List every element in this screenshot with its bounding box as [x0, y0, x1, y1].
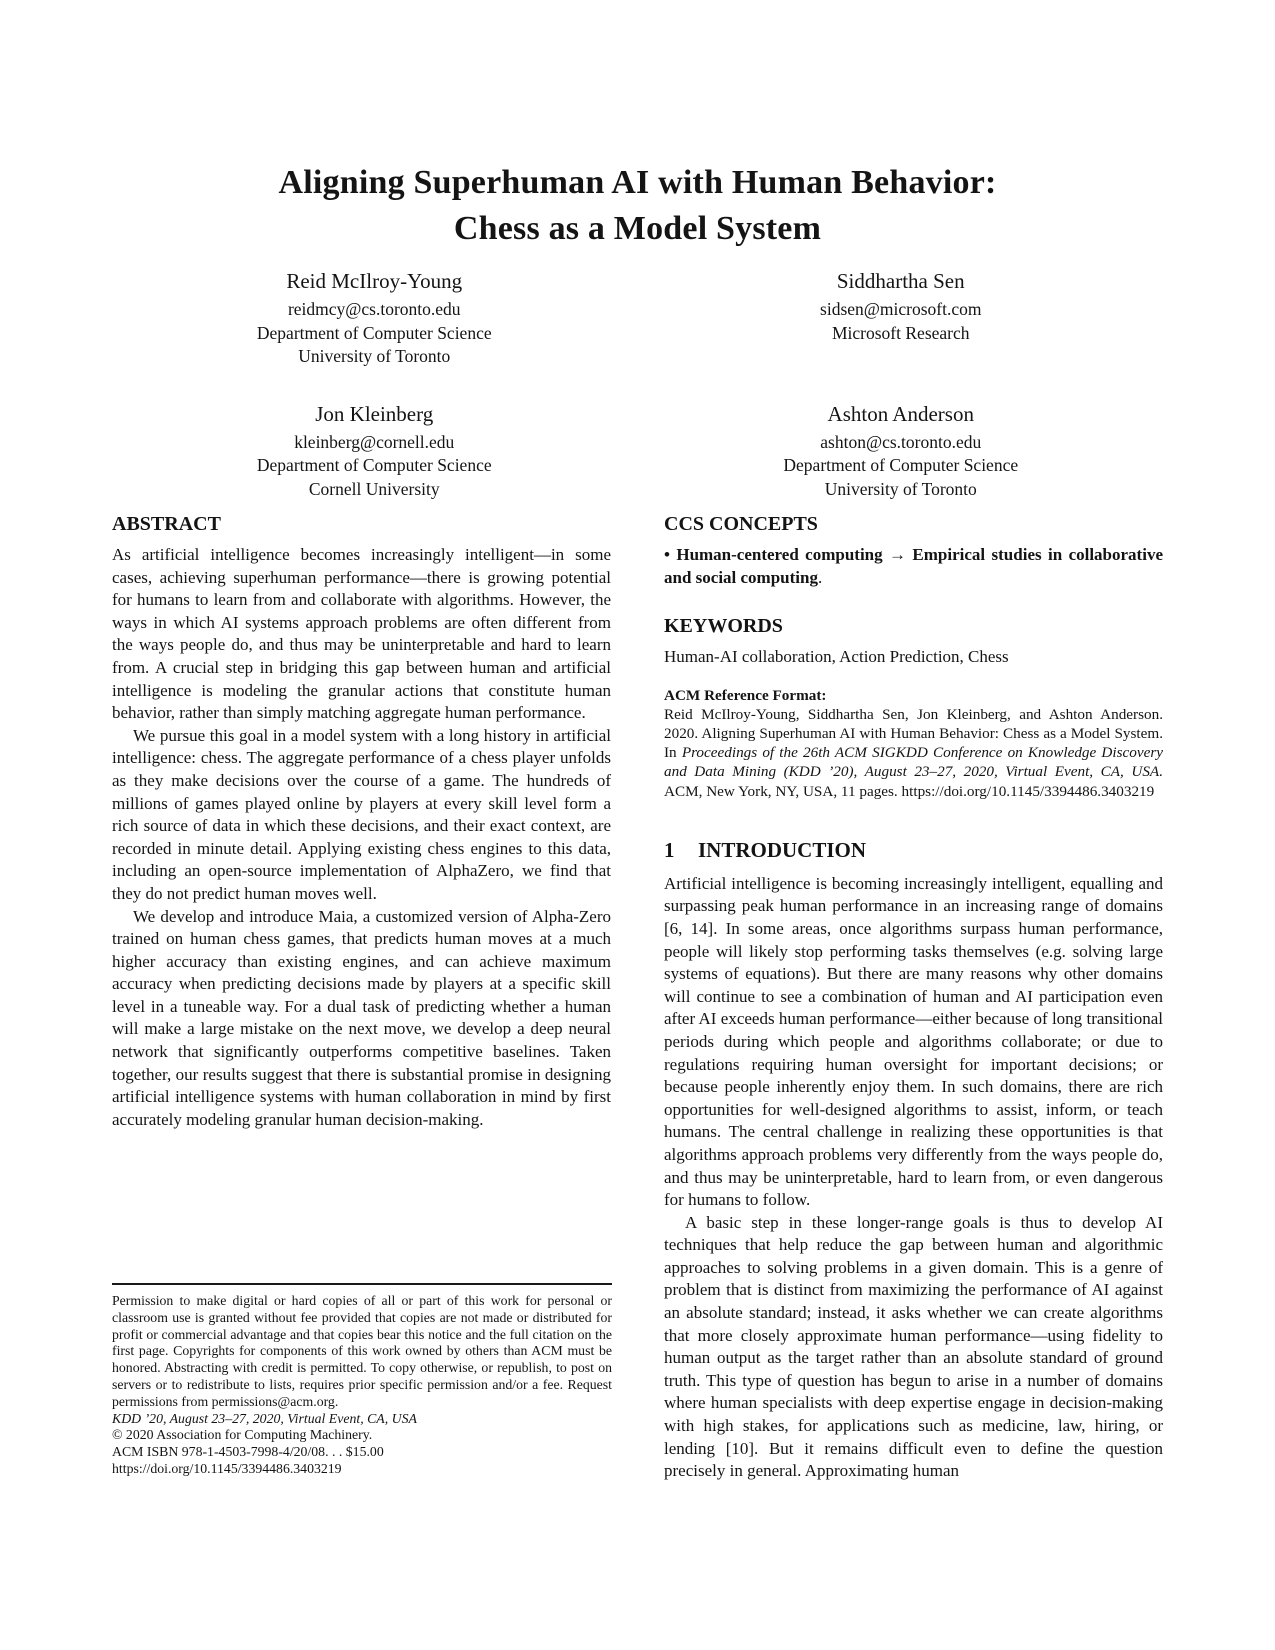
abstract-paragraph-1: As artificial intelligence becomes increasingly intelligent—in some cases, achieving superhuman performance—there is growing potential for humans to learn from and collaborate with algorithms. However, the ways in which AI systems approach problems are often different from the ways people do, and thus may be uninterpretable and hard to learn from. A crucial step in bridging this gap between human and artificial intelligence is modeling the granular actions that constitute human behavior, rather than simply matching aggregate human performance.: [112, 545, 611, 723]
ccs-concepts-text: [664, 544, 1163, 589]
abstract-paragraph-3: We develop and introduce Maia, a customized version of Alpha-Zero trained on human chess games, that predicts human moves at a much higher accuracy than existing engines, and can achieve maximum accuracy when predicting decisions made by players at a specific skill level in a tuneable way. For a dual task of predicting whether a human will make a large mistake on the next move, we develop a deep neural network that significantly outperforms competitive baselines. Taken together, our results suggest that there is substantial promise in designing artificial intelligence systems with human collaboration in mind by first accurately modeling granular human decision-making.: [112, 906, 611, 1129]
right-column: [664, 512, 1163, 1483]
ccs-concepts-period: .: [817, 567, 823, 587]
isbn-line: ACM ISBN 978-1-4503-7998-4/20/08. . . $15.00: [112, 1444, 384, 1460]
acm-reference-format-heading: ACM Reference Format:: [664, 686, 827, 704]
author-affiliation: Department of Computer Science: [256, 322, 492, 343]
author-affiliation: Microsoft Research: [831, 322, 970, 343]
author-reid-mcilroy-young: [111, 268, 638, 369]
author-email: ashton@cs.toronto.edu: [820, 431, 982, 452]
author-ashton-anderson: [638, 401, 1165, 502]
paper-title-line-1: Aligning Superhuman AI with Human Behavior:: [278, 164, 997, 201]
abstract-heading: ABSTRACT: [112, 513, 221, 535]
acm-reference-part-1: Reid McIlroy-Young, Siddhartha Sen, Jon Kleinberg, and Ashton Anderson. 2020. Aligning Superhuman AI with Human Behavior: Chess as a Model System. In: [664, 705, 1163, 762]
author-jon-kleinberg: [111, 401, 638, 502]
author-affiliation: Department of Computer Science: [783, 455, 1019, 475]
acm-reference-proceedings: Proceedings of the 26th ACM SIGKDD Conference on Knowledge Discovery and Data Mining (KDD ’20), August 23–27, 2020, Virtual Event, CA, USA.: [664, 744, 1163, 781]
author-affiliation: University of Toronto: [824, 478, 977, 499]
permission-footnote: [112, 1283, 612, 1478]
author-name: Jon Kleinberg: [315, 401, 434, 426]
abstract-paragraph-2: We pursue this goal in a model system with a long history in artificial intelligence: chess. The aggregate performance of a chess player unfolds as they make decisions over the course of a game. The hundreds of millions of games played online by players at every skill level form a rich source of data in which these decisions, and their exact context, are recorded in minute detail. Applying existing chess engines to this data, including an open-source implementation of AlphaZero, we find that they do not predict human moves well.: [112, 725, 611, 903]
author-affiliation: Cornell University: [308, 478, 440, 499]
paper-title: [0, 160, 1275, 252]
author-email: reidmcy@cs.toronto.edu: [287, 299, 461, 319]
conference-citation: KDD ’20, August 23–27, 2020, Virtual Event, CA, USA: [112, 1410, 417, 1426]
acm-reference-text: [664, 705, 1163, 801]
author-name: Ashton Anderson: [827, 401, 974, 426]
author-affiliation: University of Toronto: [298, 346, 451, 366]
permission-text: Permission to make digital or hard copies of all or part of this work for personal or classroom use is granted without fee provided that copies are not made or distributed for profit or commercial advantage and that copies bear this notice and the full citation on the first page. Copyrights for components of this work owned by others than ACM must be honored. Abstracting with credit is permitted. To copy otherwise, or republish, to post on servers or to redistribute to lists, requires prior specific permission and/or a fee. Request permissions from permissions@acm.org.: [112, 1293, 612, 1409]
author-name: Siddhartha Sen: [836, 269, 965, 293]
introduction-paragraph-1: Artificial intelligence is becoming increasingly intelligent, equalling and surpassing peak human performance in an increasing range of domains [6, 14]. In some areas, once algorithms surpass human performance, people will likely stop performing tasks themselves (e.g. solving large systems of equations). But there are many reasons why other domains will continue to see a combination of human and AI participation even after AI exceeds human performance—either because of long transitional periods during which people and algorithms collaborate; or due to regulations requiring human oversight for important decisions; or because people inherently enjoy them. In such domains, there are rich opportunities for well-designed algorithms to assist, inform, or teach humans. The central challenge in realizing these opportunities is that algorithms approach problems very differently from the ways people do, and thus may be uninterpretable, hard to learn from, or even dangerous for humans to follow.: [664, 873, 1163, 1210]
copyright-line: © 2020 Association for Computing Machinery.: [112, 1427, 373, 1443]
ccs-concepts-bold: • Human-centered computing → Empirical studies in collaborative and social computing: [664, 545, 1163, 587]
author-block: [111, 268, 1164, 501]
paper-title-line-2: Chess as a Model System: [453, 210, 822, 247]
section-number: 1: [664, 837, 675, 862]
keywords-text: Human-AI collaboration, Action Prediction, Chess: [664, 647, 1009, 667]
section-title: INTRODUCTION: [698, 837, 867, 862]
author-email: kleinberg@cornell.edu: [294, 431, 455, 452]
author-name: Reid McIlroy-Young: [286, 269, 463, 293]
doi-line: https://doi.org/10.1145/3394486.3403219: [112, 1460, 342, 1476]
author-affiliation: Department of Computer Science: [256, 455, 492, 475]
acm-reference-part-2: ACM, New York, NY, USA, 11 pages. https://doi.org/10.1145/3394486.3403219: [664, 782, 1155, 800]
author-siddhartha-sen: [638, 268, 1165, 369]
introduction-paragraph-2: A basic step in these longer-range goals is thus to develop AI techniques that help reduce the gap between human and algorithmic approaches to solving problems in a given domain. This is a genre of problem that is distinct from maximizing the performance of AI against an absolute standard; instead, it asks whether we can create algorithms that more closely approximate human performance—using fidelity to human output as the target rather than an absolute standard of ground truth. This type of question has begun to arise in a number of domains where human specialists with deep expertise engage in decision-making with high stakes, for applications such as medicine, law, hiring, or lending [10]. But it remains difficult even to define the question precisely in general. Approximating human: [664, 1212, 1163, 1481]
keywords-heading: KEYWORDS: [664, 615, 783, 638]
author-email: sidsen@microsoft.com: [820, 299, 982, 319]
introduction-heading: [664, 837, 1163, 863]
ccs-concepts-heading: CCS CONCEPTS: [664, 513, 818, 535]
